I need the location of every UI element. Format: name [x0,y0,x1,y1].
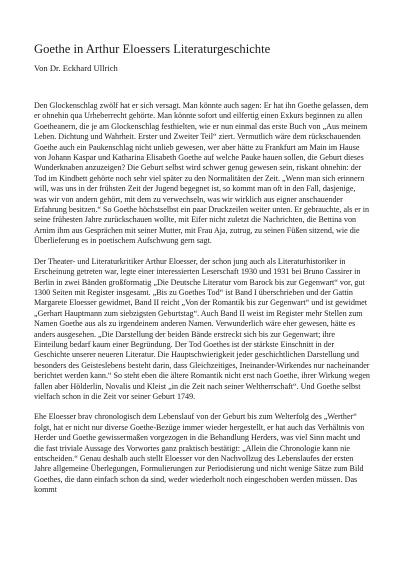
paragraph-2: Der Theater- und Literaturkritiker Arthur Eloesser, der schon jung auch als Literaturhistoriker in Erscheinung getreten war, legte einer interessierten Leserschaft 1930 und 1931 bei Bruno Cassirer in Berlin in zwei Bänden großformatig „Die Deutsche Literatur vom Barock bis zur Gegenwart“ vor, gut 1300 Seiten mit Register insgesamt. „Bis zu Goethes Tod“ ist Band I überschrieben und der Gattin Margarete Eloesser gewidmet, Band II reicht „Von der Romantik bis zur Gegenwart“ und ist gewidmet „Gerhart Hauptmann zum siebzigsten Geburtstag“. Auch Band II weist im Register mehr Stellen zum Namen Goethe aus als zu irgendeinem anderen Namen. Verwunderlich wäre eher gewesen, hätte es anders ausgesehen. „Die Darstellung der beiden Bände erstreckt sich bis zur Gegenwart; ihre Einteilung bedarf kaum einer Begründung. Der Tod Goethes ist der stärkste Einschnitt in der Geschichte unserer neueren Literatur. Die Hauptschwierigkeit jeder geschichtlichen Darstellung und besonders des Geisteslebens besteht darin, dass Gleichzeitiges, Ineinander-Wirkendes nur nacheinander berichtet werden kann.“ So steht eben die ältere Romantik nicht erst nach Goethe, ihrer Wirkung wegen fallen aber Hölderlin, Novalis und Kleist „in die Zeit nach seiner Weltherrschaft“. Und Goethe selbst vielfach schon in die Zeit vor seiner Geburt 1749. [34,256,370,401]
paragraph-3: Ehe Eloesser brav chronologisch dem Lebenslauf von der Geburt bis zum Welterfolg des „Werther“ folgt, hat er nicht nur diverse Goethe-Bezüge immer wieder hergestellt, er hat auch das Verhältnis von Herder und Goethe gewissermaßen vorgezogen in die Behandlung Herders, was viel Sinn macht und die fast triviale Aussage des Vorwortes ganz praktisch bestätigt: „Allein die Chronologie kann nie entscheiden.“ Genau deshalb auch stellt Eloesser vor den Nachvollzug des Lebenslaufes der ersten Jahre allgemeine Überlegungen, Formulierungen zur Periodisierung und nicht wenige Sätze zum Bild Goethes, die dann einfach schon da sind, weder wiederholt noch eingeschoben werden müssen. Das kommt [34,412,365,495]
document-title: Goethe in Arthur Eloessers Literaturgeschichte [34,42,271,56]
document-author: Von Dr. Eckhard Ullrich [34,63,118,73]
document-page [34,42,370,496]
paragraph-1: Den Glockenschlag zwölf hat er sich versagt. Man könnte auch sagen: Er hat ihn Goethe gelassen, dem er ohnehin qua Urheberrecht gehörte. Man könnte sofort und eilfertig einen Exkurs beginnen zu allen Goetheanern, die je am Glockenschlag festhielten, wie er nun einmal das erste Buch von „Aus meinem Leben. Dichtung und Wahrheit. Erster und Zweiter Teil“ ziert. Vermutlich wäre dem rückschauenden Goethe auch ein Paukenschlag nicht unlieb gewesen, wer aber hätte zu Frankfurt am Main im Hause von Johann Kaspar und Katharina Elisabeth Goethe auf welche Pauke hauen sollen, die Geburt dieses Wunderknaben anzuzeigen? Die Geburt selbst wird schwer genug gewesen sein, riskant ohnehin: der Tod im Kindbett gehörte noch sehr viel später zu den Normalitäten der Zeit. „Wenn man sich erinnern will, was uns in der frühsten Zeit der Jugend begegnet ist, so kommt man oft in den Fall, dasjenige, was wir von andern gehört, mit dem zu verwechseln, was wir wirklich aus eigner anschauender Erfahrung besitzen.“ So Goethe höchstselbst ein paar Druckzeilen weiter unten. Er gebrauchte, als er in seine frühesten Jahre zurückschauen wollte, mit Eifer nicht zuletzt die Nachrichten, die Bettina von Arnim ihm aus Gesprächen mit seiner Mutter, mit Frau Aja, zutrug, zu seinen Füßen sitzend, wie die Überlieferung es in poetischem Aufschwung gern sagt. [34,101,370,246]
